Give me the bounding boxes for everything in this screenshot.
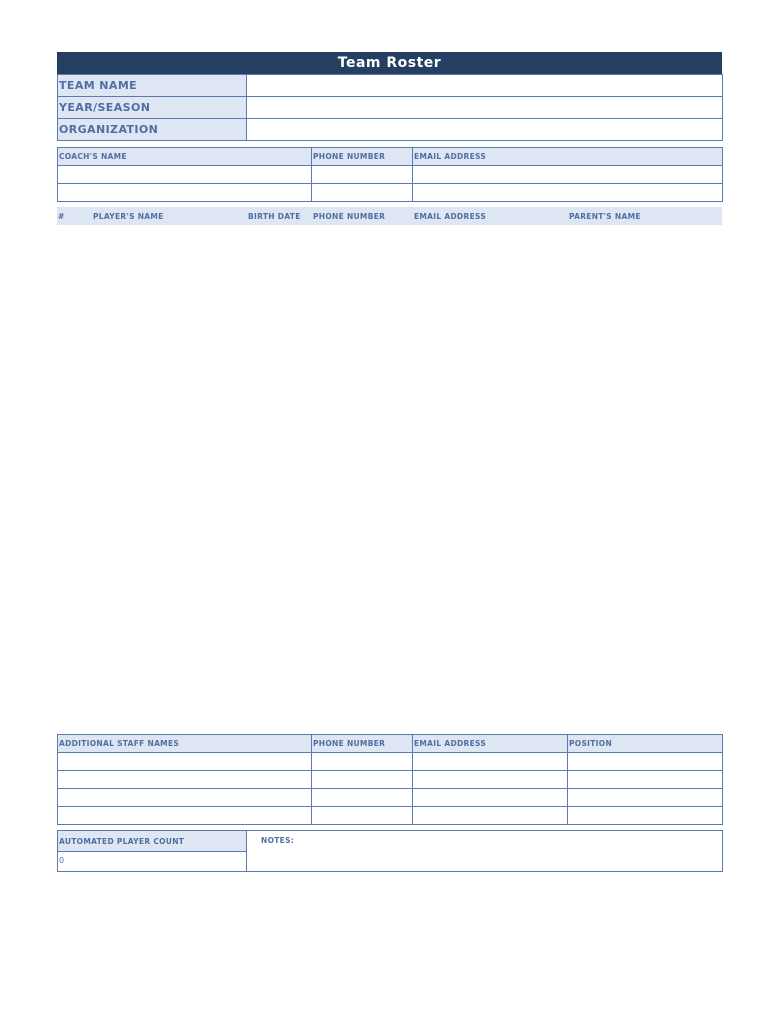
staff-row [58,771,723,789]
staff-email-cell[interactable] [413,753,568,771]
coach-name-cell[interactable] [58,184,312,202]
notes-label: NOTES: [261,836,295,845]
staff-email-cell[interactable] [413,789,568,807]
coach-name-header: COACH'S NAME [58,148,312,166]
staff-position-cell[interactable] [568,807,723,825]
team-name-label: TEAM NAME [58,75,247,97]
player-phone-header: PHONE NUMBER [312,207,413,225]
staff-position-cell[interactable] [568,771,723,789]
organization-field[interactable] [247,119,723,141]
staff-position-header: POSITION [568,735,723,753]
coach-row [58,184,723,202]
summary-table [57,830,723,872]
coach-phone-header: PHONE NUMBER [312,148,413,166]
player-email-header: EMAIL ADDRESS [413,207,568,225]
staff-email-header: EMAIL ADDRESS [413,735,568,753]
staff-phone-header: PHONE NUMBER [312,735,413,753]
staff-name-header: ADDITIONAL STAFF NAMES [58,735,312,753]
player-table [57,207,722,225]
staff-phone-cell[interactable] [312,807,413,825]
roster-title: Team Roster [57,52,722,75]
staff-table [57,734,723,825]
player-number-header: # [57,207,92,225]
coach-email-cell[interactable] [413,184,723,202]
coach-phone-cell[interactable] [312,184,413,202]
year-season-label: YEAR/SEASON [58,97,247,119]
notes-area[interactable] [247,831,723,872]
coach-email-header: EMAIL ADDRESS [413,148,723,166]
coach-table [57,147,723,202]
staff-name-cell[interactable] [58,807,312,825]
staff-phone-cell[interactable] [312,789,413,807]
staff-phone-cell[interactable] [312,771,413,789]
staff-row [58,789,723,807]
coach-phone-cell[interactable] [312,166,413,184]
organization-label: ORGANIZATION [58,119,247,141]
coach-name-cell[interactable] [58,166,312,184]
staff-email-cell[interactable] [413,807,568,825]
staff-phone-cell[interactable] [312,753,413,771]
coach-email-cell[interactable] [413,166,723,184]
birth-date-header: BIRTH DATE [247,207,312,225]
staff-name-cell[interactable] [58,789,312,807]
staff-email-cell[interactable] [413,771,568,789]
staff-row [58,753,723,771]
team-name-field[interactable] [247,75,723,97]
staff-position-cell[interactable] [568,789,723,807]
staff-position-cell[interactable] [568,753,723,771]
player-name-header: PLAYER'S NAME [92,207,247,225]
staff-row [58,807,723,825]
team-info-table [57,74,723,141]
player-count-label: AUTOMATED PLAYER COUNT [58,831,247,852]
player-count-value: 0 [58,852,247,872]
staff-name-cell[interactable] [58,771,312,789]
year-season-field[interactable] [247,97,723,119]
coach-row [58,166,723,184]
parent-name-header: PARENT'S NAME [568,207,722,225]
staff-name-cell[interactable] [58,753,312,771]
